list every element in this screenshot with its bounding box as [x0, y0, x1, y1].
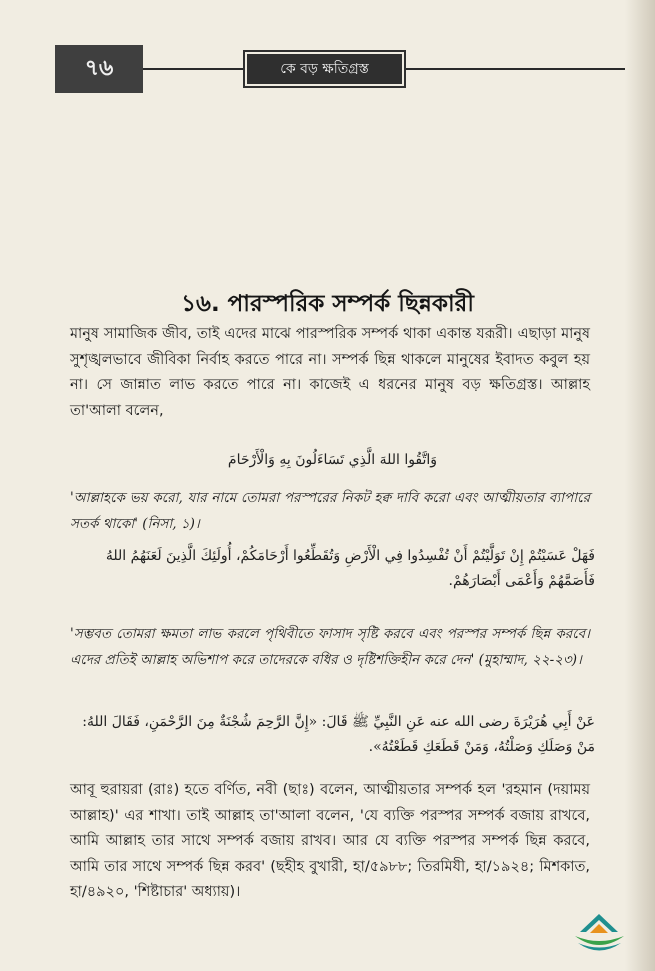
arabic-verse-1: وَاتَّقُوا اللهَ الَّذِي تَسَاءَلُونَ بِهِ وَالْأَرْحَامَ: [227, 452, 438, 468]
book-title: কে বড় ক্ষতিগ্রস্ত: [245, 52, 404, 86]
translation-1: 'আল্লাহকে ভয় করো, যার নামে তোমরা পরস্পরের নিকট হক্ব দাবি করো এবং আত্মীয়তার ব্যাপারে সতর্ক থাকো' (নিসা, ১)।: [70, 490, 590, 532]
chapter-title: ১৬. পারস্পরিক সম্পর্ক ছিন্নকারী: [181, 291, 474, 317]
page-number: ৭৬: [55, 45, 143, 93]
page-edge-shadow: [625, 0, 655, 971]
running-header: [55, 45, 625, 95]
intro-paragraph: মানুষ সামাজিক জীব, তাই এদের মাঝে পারস্পরিক সম্পর্ক থাকা একান্ত যরূরী। এছাড়া মানুষ সুশৃঙ্খলভাবে জীবিকা নির্বাহ করতে পারে না। সম্পর্ক ছিন্ন থাকলে মানুষের ইবাদত কবুল হয় না। সে জান্নাত লাভ করতে পারে না। কাজেই এ ধরনের মানুষ বড় ক্ষতিগ্রস্ত। আল্লাহ তা'আলা বলেন,: [70, 326, 590, 419]
translation-2: 'সম্ভবত তোমরা ক্ষমতা লাভ করলে পৃথিবীতে ফাসাদ সৃষ্টি করবে এবং পরস্পর সম্পর্ক ছিন্ন করবে। এদের প্রতিই আল্লাহ অভিশাপ করে তাদেরকে বধির ও দৃষ্টিশক্তিহীন করে দেন' (মুহাম্মাদ, ২২-২৩)।: [70, 626, 590, 668]
arabic-verse-2: فَهَلْ عَسَيْتُمْ إِنْ تَوَلَّيْتُمْ أَنْ تُفْسِدُوا فِي الْأَرْضِ وَتُقَطِّعُوا أَرْحَامَكُمْ، أُولَئِكَ الَّذِينَ لَعَنَهُمُ اللهُ فَأَصَمَّهُمْ وَأَعْمَى أَبْصَارَهُمْ.: [105, 548, 595, 589]
hadith-translation: আবূ হুরায়রা (রাঃ) হতে বর্ণিত, নবী (ছাঃ) বলেন, আত্মীয়তার সম্পর্ক হল 'রহমান (দয়াময় আল্লাহ)' এর শাখা। তাই আল্লাহ তা'আলা বলেন, 'যে ব্যক্তি পরস্পর সম্পর্ক বজায় রাখবে, আমি আল্লাহ তার সাথে সম্পর্ক বজায় রাখব। আর যে ব্যক্তি পরস্পর সম্পর্ক ছিন্ন করবে, আমি তার সাথে সম্পর্ক ছিন্ন করব' (ছহীহ বুখারী, হা/৫৯৮৮; তিরমিযী, হা/১৯২৪; মিশকাত, হা/৪৯২০, 'শিষ্টাচার' অধ্যায়)।: [70, 782, 590, 900]
publisher-logo: [572, 910, 627, 955]
arabic-hadith: عَنْ أَبِي هُرَيْرَةَ رضى الله عنه عَنِ النَّبِيِّ ﷺ قَالَ: «إِنَّ الرَّحِمَ شُجْنَةٌ مِنَ الرَّحْمَنِ، فَقَالَ اللهُ: مَنْ وَصَلَكِ وَصَلْتُهُ، وَمَنْ قَطَعَكِ قَطَعْتُهُ».: [82, 714, 595, 755]
